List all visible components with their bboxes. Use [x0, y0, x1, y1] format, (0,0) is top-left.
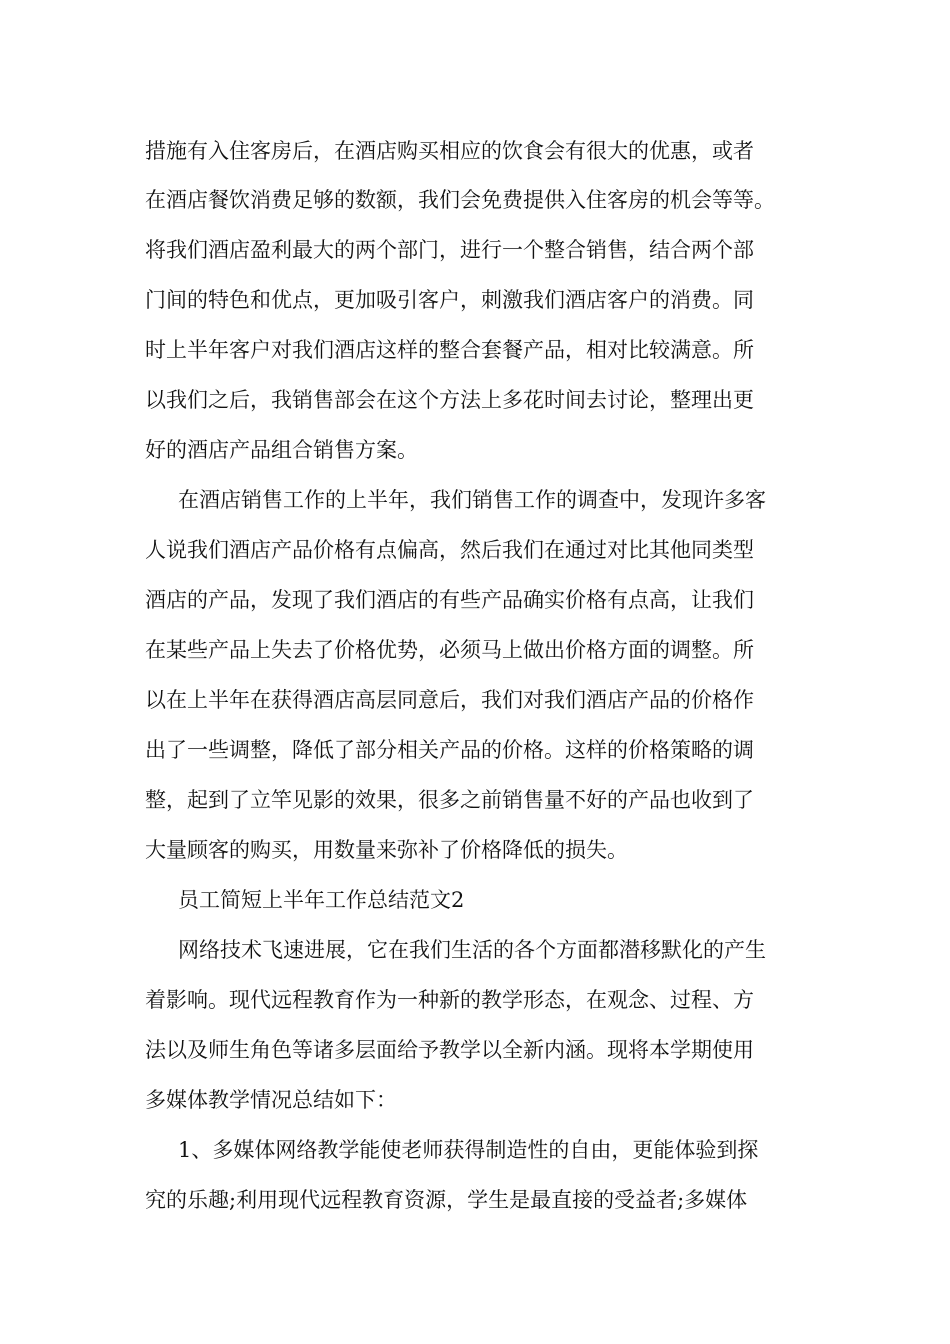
paragraph-line: 法以及师生角色等诸多层面给予教学以全新内涵。现将本学期使用: [145, 1038, 754, 1062]
paragraph-line: 人说我们酒店产品价格有点偏高，然后我们在通过对比其他同类型: [145, 538, 754, 562]
paragraph-line: 以在上半年在获得酒店高层同意后，我们对我们酒店产品的价格作: [145, 688, 754, 712]
paragraph-line: 出了一些调整，降低了部分相关产品的价格。这样的价格策略的调: [145, 738, 754, 762]
paragraph-line: 究的乐趣;利用现代远程教育资源，学生是最直接的受益者;多媒体: [145, 1188, 748, 1212]
paragraph-line: 酒店的产品，发现了我们酒店的有些产品确实价格有点高，让我们: [145, 588, 754, 612]
paragraph-line: 网络技术飞速进展，它在我们生活的各个方面都潜移默化的产生: [178, 938, 766, 962]
paragraph-line: 好的酒店产品组合销售方案。: [145, 438, 418, 462]
paragraph-line: 整，起到了立竿见影的效果，很多之前销售量不好的产品也收到了: [145, 788, 754, 812]
paragraph-line: 多媒体教学情况总结如下：: [145, 1088, 397, 1112]
paragraph-line: 在酒店销售工作的上半年，我们销售工作的调查中，发现许多客: [178, 488, 766, 512]
paragraph-line: 措施有入住客房后，在酒店购买相应的饮食会有很大的优惠，或者: [145, 139, 754, 163]
paragraph-line: 1、多媒体网络教学能使老师获得制造性的自由，更能体验到探: [178, 1138, 759, 1162]
paragraph-line: 在酒店餐饮消费足够的数额，我们会免费提供入住客房的机会等等。: [145, 188, 775, 212]
paragraph-line: 在某些产品上失去了价格优势，必须马上做出价格方面的调整。所: [145, 638, 754, 662]
paragraph-line: 以我们之后，我销售部会在这个方法上多花时间去讨论，整理出更: [145, 388, 754, 412]
paragraph-line: 将我们酒店盈利最大的两个部门，进行一个整合销售，结合两个部: [145, 238, 754, 262]
section-heading: 员工简短上半年工作总结范文2: [178, 888, 465, 912]
paragraph-line: 时上半年客户对我们酒店这样的整合套餐产品，相对比较满意。所: [145, 338, 754, 362]
paragraph-line: 大量顾客的购买，用数量来弥补了价格降低的损失。: [145, 838, 628, 862]
paragraph-line: 门间的特色和优点，更加吸引客户，刺激我们酒店客户的消费。同: [145, 288, 754, 312]
paragraph-line: 着影响。现代远程教育作为一种新的教学形态，在观念、过程、方: [145, 988, 754, 1012]
